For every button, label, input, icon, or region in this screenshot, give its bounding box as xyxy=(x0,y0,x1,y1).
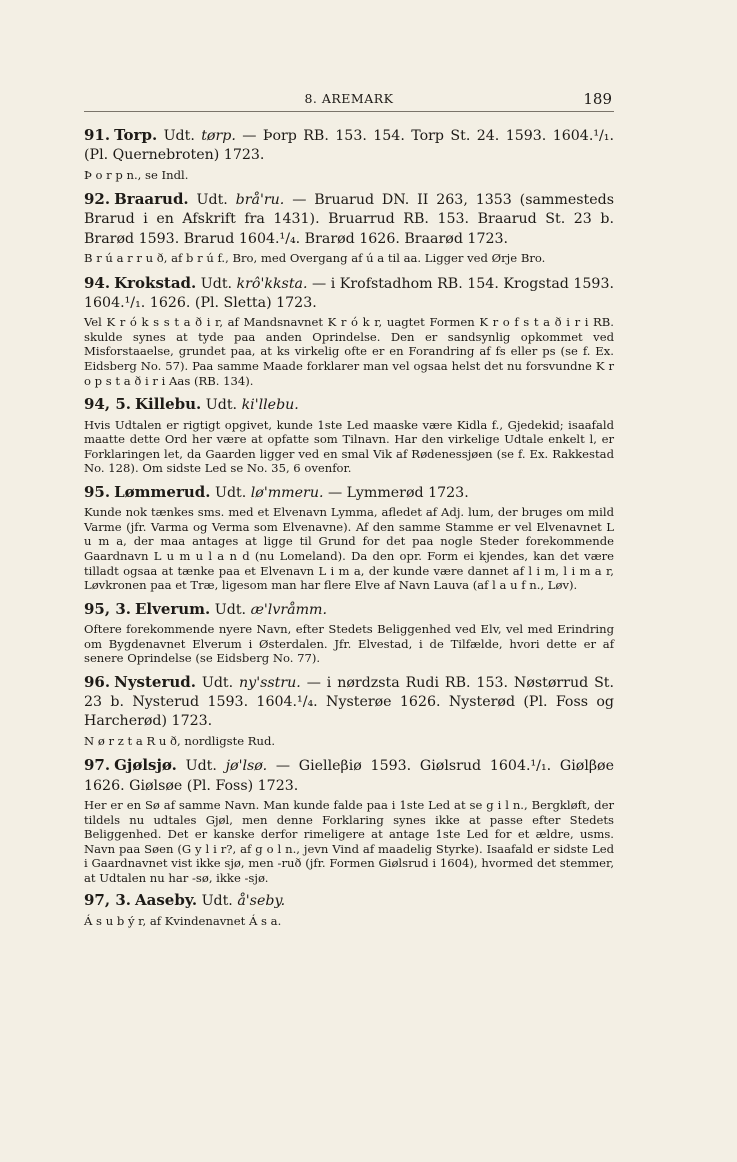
entry-name: Lømmerud. xyxy=(114,482,211,501)
entry-sources: — Gielleβiø 1593. Giølsrud 1604.¹/₁. Giølβøe 1626. Giølsøe (Pl. Foss) 1723. xyxy=(84,758,614,794)
entry-note: Hvis Udtalen er rigtigt opgivet, kunde 1ste Led maaske være Kidla f., Gjedekid; isaafald maatte dette Ord her være at opfatte som Tilnavn. Har den virkelige Udtale enkelt l, er Forklaringen let, da Gaarden ligger ved en smal Vik af Rødenessjøen (se f. Ex. Rakkestad No. 128). Om sidste Led se No. 35, 6 ovenfor. xyxy=(84,417,614,476)
pronunciation: tørp. xyxy=(201,128,236,144)
pronunciation: å'seby. xyxy=(237,893,286,910)
entry-main xyxy=(84,483,614,503)
entry-main xyxy=(84,395,614,415)
entry-number: 92. xyxy=(84,190,111,209)
entry-92 xyxy=(84,190,614,265)
entry-note: B r ú a r r u ð, af b r ú f., Bro, med Overgang af ú a til aa. Ligger ved Ørje Bro. xyxy=(84,251,546,266)
udt-label: Udt. xyxy=(163,128,195,144)
entry-main xyxy=(84,274,614,314)
page-number: 189 xyxy=(583,90,612,108)
entry-sources: — i Krofstadhom RB. 154. Krogstad 1593. 1604.¹/₁. 1626. (Pl. Sletta) 1723. xyxy=(84,275,614,311)
entry-94-5 xyxy=(84,395,614,476)
pronunciation: krô'kksta. xyxy=(236,275,308,292)
udt-label: Udt. xyxy=(205,397,238,414)
entry-name: Krokstad. xyxy=(114,273,197,292)
entry-main xyxy=(84,126,614,166)
entry-note: Vel K r ó k s s t a ð i r, af Mandsnavnet K r ó k r, uagtet Formen K r o f s t a ð i r i RB. skulde synes at tyde paa anden Oprindelse. Den er sandsynlig opkommet ved Misforstaaelse, grundet paa, at ks virkelig ofte er en Forandring af fs eller ps (se f. Ex. Eidsberg No. 57). Paa samme Maade forklarer man vel ogsaa helst det nu forsvundne K r o p s t a ð i r i Aas (RB. 134). xyxy=(84,315,614,388)
entry-note: Á s u b ý r, af Kvindenavnet Á s a. xyxy=(84,913,282,928)
entry-note: Þ o r p n., se Indl. xyxy=(84,167,189,182)
entry-note: Her er en Sø af samme Navn. Man kunde falde paa i 1ste Led at se g i l n., Bergkløft, der tildels nu udtales Gjøl, men denne Forklaring synes ikke at passe efter Stedets Beliggenhed. Det er kanske derfor rimeligere at antage 1ste Led for et ældre, usms. Navn paa Søen (G y l i r?, af g o l n., jevn Vind af maadelig Styrke). Isaafald er sidste Led i Gaardnavnet vist ikke sjø, men -ruð (jfr. Formen Giølsrud i 1604), hvormed det stemmer, at Udtalen nu har -sø, ikke -sjø. xyxy=(84,797,614,885)
entry-note: N ø r z t a R u ð, nordligste Rud. xyxy=(84,733,276,748)
entry-number: 94. xyxy=(84,273,111,292)
entry-number: 91. xyxy=(84,126,111,144)
entry-name: Killebu. xyxy=(134,395,202,414)
entry-sources: — Lymmerød 1723. xyxy=(327,484,469,501)
udt-label: Udt. xyxy=(201,893,233,910)
entry-97-3 xyxy=(84,891,614,928)
entry-name: Aaseby. xyxy=(134,891,198,910)
entry-number: 96. xyxy=(84,672,111,691)
entry-name: Gjølsjø. xyxy=(114,756,177,775)
udt-label: Udt. xyxy=(200,275,233,292)
entry-sources: — Bruarud DN. II 263, 1353 (sammesteds Brarud i en Afskrift fra 1431). Bruarrud RB. 153. Braarud St. 23 b. Brarød 1593. Brarud 1604.¹/₄. Brarød 1626. Braarød 1723. xyxy=(84,192,614,247)
entry-96 xyxy=(84,673,614,748)
pronunciation: æ'lvråmm. xyxy=(250,601,328,618)
entry-95 xyxy=(84,483,614,593)
udt-label: Udt. xyxy=(201,674,234,691)
udt-label: Udt. xyxy=(196,192,228,209)
udt-label: Udt. xyxy=(214,601,247,618)
entry-97 xyxy=(84,756,614,885)
entry-main xyxy=(84,600,614,620)
entry-91 xyxy=(84,126,614,182)
entry-number: 95. xyxy=(84,482,111,501)
entry-number: 94, 5. xyxy=(84,395,131,414)
entry-sources: — i nørdzsta Rudi RB. 153. Nøstørrud St. 23 b. Nysterud 1593. 1604.¹/₄. Nysterøe 1626. Nysterød (Pl. Foss og Harcherød) 1723. xyxy=(84,674,615,730)
entry-main xyxy=(84,190,614,249)
running-header xyxy=(84,91,614,112)
udt-label: Udt. xyxy=(185,758,217,775)
pronunciation: brå'ru. xyxy=(235,192,285,209)
entry-name: Braarud. xyxy=(114,190,189,209)
entry-sources: — Þorp RB. 153. 154. Torp St. 24. 1593. 1604.¹/₁. (Pl. Quernebroten) 1723. xyxy=(84,128,614,164)
entry-main xyxy=(84,756,614,796)
entry-name: Elverum. xyxy=(134,599,211,618)
pronunciation: lø'mmeru. xyxy=(250,484,324,501)
entry-note: Oftere forekommende nyere Navn, efter Stedets Beliggenhed ved Elv, vel med Erindring om Bygdenavnet Elverum i Østerdalen. Jfr. Elvestad, i de Tilfælde, hvori dette er af senere Oprindelse (se Eidsberg No. 77). xyxy=(84,622,614,666)
pronunciation: jø'lsø. xyxy=(225,758,268,775)
entry-note: Kunde nok tænkes sms. med et Elvenavn Lymma, afledet af Adj. lum, der bruges om mild Varme (jfr. Varma og Verma som Elvenavne). Af den samme Stamme er vel Elvenavnet L u m a, der maa antages at ligge til Grund for det paa nogle Steder forekommende Gaardnavn L u m u l a n d (nu Lomeland). Da den opr. Form ei kjendes, kan det være tilladt ogsaa at tænke paa et Elvenavn L i m a, der kunde være dannet af l i m, l i m a r, Løvkronen paa et Træ, ligesom man har flere Elve af Navn Lauva (af l a u f n., Løv). xyxy=(84,505,614,593)
entry-94 xyxy=(84,274,614,389)
entry-number: 95, 3. xyxy=(84,599,131,618)
entries-column xyxy=(84,126,614,928)
entry-name: Nysterud. xyxy=(114,672,196,691)
entry-95-3 xyxy=(84,600,614,666)
entry-main xyxy=(84,891,614,911)
entry-number: 97. xyxy=(84,756,111,775)
pronunciation: ki'llebu. xyxy=(241,397,299,414)
entry-number: 97, 3. xyxy=(84,891,131,910)
entry-name: Torp. xyxy=(114,126,158,144)
udt-label: Udt. xyxy=(214,484,247,501)
pronunciation: ny'sstru. xyxy=(239,674,301,691)
chapter-title: 8. AREMARK xyxy=(304,91,394,106)
entry-main xyxy=(84,673,614,732)
